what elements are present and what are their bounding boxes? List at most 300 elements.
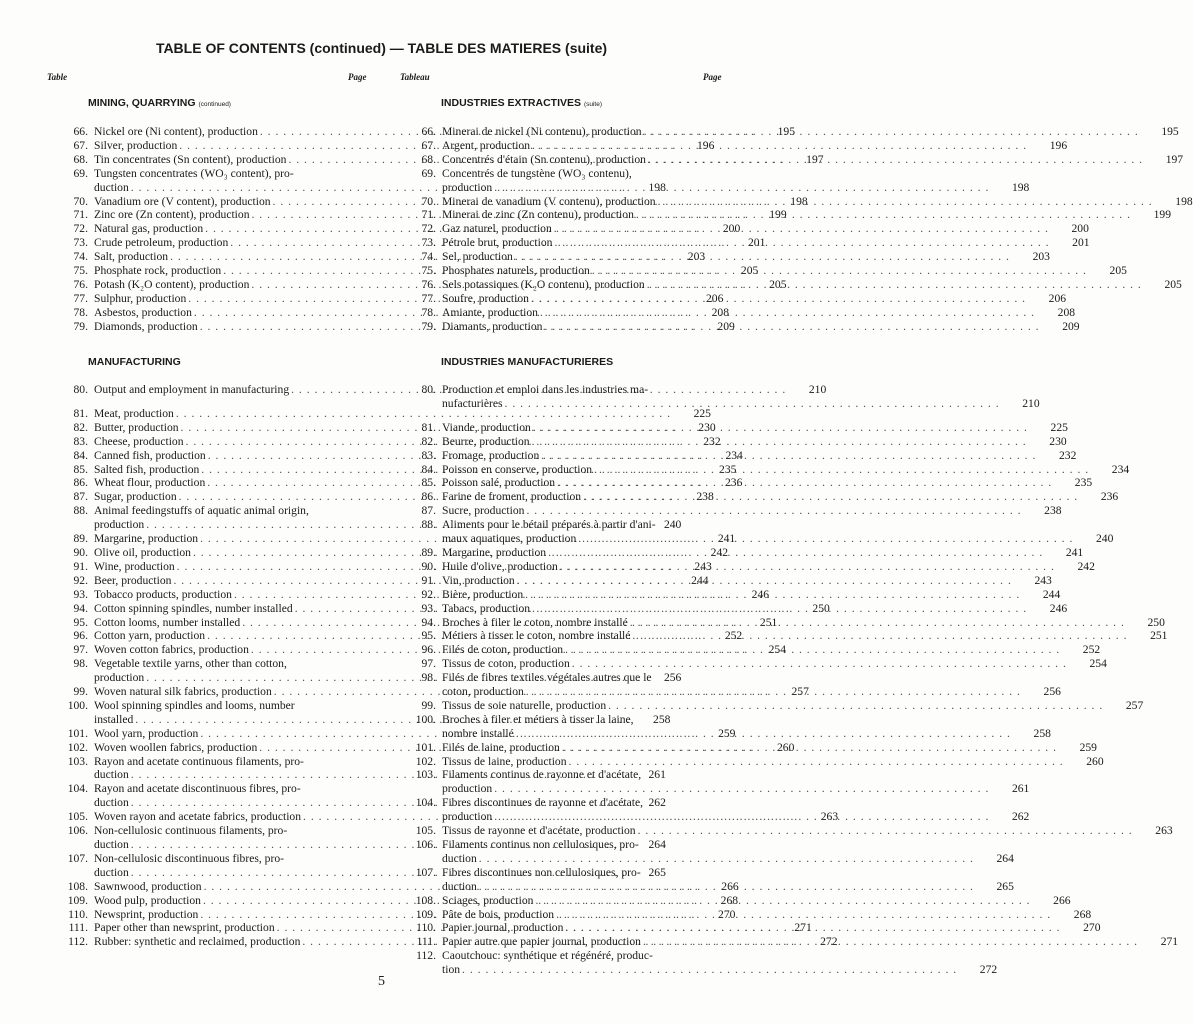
toc-entry bbox=[408, 264, 1127, 278]
toc-entry-title: Margarine, production bbox=[94, 532, 199, 546]
toc-entry-text bbox=[442, 657, 1107, 671]
toc-entry-number: 111. bbox=[68, 921, 88, 935]
dot-leader bbox=[583, 490, 1078, 504]
toc-entry-title: Pâte de bois, production bbox=[442, 907, 555, 921]
dot-leader bbox=[557, 476, 1052, 490]
toc-entry bbox=[408, 305, 1076, 320]
toc-entry-number: 109. bbox=[67, 893, 88, 907]
toc-entry-page: 242 bbox=[1077, 559, 1095, 573]
toc-entry-page: 198 bbox=[1011, 180, 1030, 194]
toc-entry-title: Argent, production bbox=[442, 138, 531, 152]
toc-entry bbox=[408, 208, 1171, 222]
toc-entry-title: Wool spinning spindles and looms, number bbox=[94, 698, 295, 712]
toc-entry-line bbox=[442, 657, 1107, 671]
toc-entry-page: 230 bbox=[698, 420, 716, 434]
toc-entry-number: 95. bbox=[73, 615, 88, 629]
toc-entry-title: Crude petroleum, production bbox=[94, 236, 229, 250]
toc-entry-page: 199 bbox=[769, 208, 787, 222]
toc-entry bbox=[408, 125, 1179, 139]
toc-entry-title: nufacturières bbox=[442, 396, 503, 410]
toc-entry-text bbox=[442, 421, 1068, 435]
mining-fr-list bbox=[408, 125, 1193, 334]
toc-entry-title: Vanadium ore (V content), production bbox=[94, 194, 271, 208]
toc-entry-title: Butter, production bbox=[94, 420, 179, 434]
toc-entry-number: 92. bbox=[73, 573, 88, 587]
toc-entry-number: 93. bbox=[73, 587, 88, 601]
toc-entry-text bbox=[442, 866, 1014, 894]
toc-entry-number: 105. bbox=[67, 810, 88, 824]
toc-entry-title: Filaments continus de rayonne et d'acétate, bbox=[442, 768, 642, 782]
toc-entry-line bbox=[442, 278, 1182, 292]
toc-entry-page: 257 bbox=[791, 685, 809, 699]
dot-leader bbox=[556, 908, 1051, 922]
toc-entry-number: 88. bbox=[73, 504, 88, 518]
toc-entry-title: duction bbox=[442, 851, 477, 865]
toc-entry-line bbox=[442, 222, 1089, 236]
toc-entry-line bbox=[442, 208, 1171, 222]
toc-entry-line bbox=[442, 921, 1101, 935]
toc-entry-number: 81. bbox=[73, 406, 88, 420]
toc-entry-text bbox=[442, 643, 1100, 657]
toc-entry-line bbox=[442, 755, 1104, 769]
toc-entry-page: 199 bbox=[1153, 208, 1171, 222]
dot-leader bbox=[526, 504, 1021, 518]
toc-entry-number: 84. bbox=[421, 462, 436, 476]
toc-entry-text bbox=[442, 741, 1097, 755]
toc-entry-number: 89. bbox=[421, 545, 436, 559]
toc-entry-number: 74. bbox=[421, 250, 436, 264]
toc-entry-number: 70. bbox=[73, 194, 88, 208]
toc-entry-number: 96. bbox=[421, 643, 436, 657]
toc-entry-title: Sciages, production bbox=[442, 893, 534, 907]
toc-entry-text bbox=[442, 629, 1167, 643]
dot-leader bbox=[494, 181, 989, 195]
toc-entry-page: 268 bbox=[1073, 907, 1092, 921]
toc-entry-text bbox=[442, 935, 1178, 949]
toc-entry-text bbox=[442, 463, 1129, 477]
toc-entry-page: 201 bbox=[747, 236, 766, 250]
toc-entry-page: 270 bbox=[1083, 921, 1101, 935]
toc-entry-title: Salt, production bbox=[94, 250, 169, 264]
toc-entry-text bbox=[442, 518, 1113, 546]
dot-leader bbox=[516, 727, 1011, 741]
toc-entry-page: 225 bbox=[1050, 420, 1068, 434]
toc-entry-number: 112. bbox=[416, 949, 436, 963]
toc-entry-text bbox=[442, 195, 1193, 209]
toc-entry-title: Non-cellulosic continuous filaments, pro- bbox=[94, 824, 288, 838]
toc-entry-number: 75. bbox=[73, 264, 88, 278]
toc-entry-page: 205 bbox=[1164, 277, 1182, 291]
toc-entry-text bbox=[442, 699, 1143, 713]
toc-entry-title: Sulphur, production bbox=[94, 291, 187, 305]
toc-entry-line bbox=[442, 643, 1100, 657]
toc-entry-number: 112. bbox=[68, 935, 88, 949]
toc-entry-line bbox=[442, 306, 1075, 320]
toc-entry-page: 259 bbox=[718, 726, 736, 740]
toc-entry-text bbox=[442, 921, 1101, 935]
toc-entry-line bbox=[442, 935, 1178, 949]
toc-entry-title: Zinc ore (Zn content), production bbox=[94, 208, 250, 222]
dot-leader bbox=[638, 824, 1133, 838]
toc-entry-number: 73. bbox=[73, 236, 88, 250]
toc-entry-title: Olive oil, production bbox=[94, 545, 191, 559]
manufacturing-fr-list bbox=[408, 383, 1179, 977]
toc-entry-page: 272 bbox=[820, 935, 838, 949]
toc-entry-number: 80. bbox=[421, 383, 436, 396]
toc-entry-title: Animal feedingstuffs of aquatic animal origin, bbox=[94, 504, 309, 518]
toc-entry-number: 92. bbox=[421, 587, 436, 601]
toc-entry-title: Tabacs, production bbox=[442, 601, 531, 615]
toc-entry-page: 205 bbox=[740, 264, 759, 278]
toc-entry-page: 235 bbox=[1074, 476, 1093, 490]
toc-entry-title: Meat, production bbox=[94, 406, 174, 420]
toc-entry-title: Gaz naturel, production bbox=[442, 222, 552, 236]
toc-entry-page: 254 bbox=[768, 643, 787, 657]
toc-entry-page: 260 bbox=[777, 740, 795, 754]
toc-entry-title: Fromage, production bbox=[442, 448, 540, 462]
toc-entry-number: 77. bbox=[73, 291, 88, 305]
toc-entry-number: 67. bbox=[73, 138, 88, 152]
toc-entry-line bbox=[442, 504, 1062, 518]
toc-entry-page: 265 bbox=[648, 865, 666, 879]
toc-entry-page: 208 bbox=[711, 305, 730, 319]
dot-leader bbox=[541, 449, 1036, 463]
toc-entry-number: 90. bbox=[73, 545, 88, 559]
toc-entry-number: 110. bbox=[416, 921, 436, 935]
toc-entry-title: Paper other than newsprint, production bbox=[94, 921, 275, 935]
toc-entry-title: Sucre, production bbox=[442, 504, 525, 518]
toc-entry-number: 91. bbox=[73, 559, 88, 573]
toc-entry-number: 104. bbox=[67, 782, 88, 796]
toc-entry-line bbox=[442, 490, 1118, 504]
toc-entry-title: Woven natural silk fabrics, production bbox=[94, 685, 272, 699]
toc-entry-title: Minerai de vanadium (V contenu), production bbox=[442, 194, 656, 208]
toc-entry-title: Tobacco products, production bbox=[94, 587, 232, 601]
toc-entry-page: 243 bbox=[1034, 573, 1052, 587]
toc-entry-number: 111. bbox=[416, 935, 436, 949]
toc-entry-title: Broches à filer le coton, nombre installé bbox=[442, 615, 628, 629]
toc-entry-number: 84. bbox=[73, 448, 88, 462]
toc-entry-title: duction bbox=[94, 768, 129, 782]
toc-entry-title: production bbox=[442, 810, 493, 824]
toc-entry-page: 263 bbox=[820, 810, 839, 824]
dot-leader bbox=[531, 292, 1026, 306]
toc-entry-number: 82. bbox=[421, 434, 436, 448]
toc-entry-text bbox=[442, 616, 1165, 630]
toc-entry-text bbox=[442, 250, 1050, 264]
toc-entry-line bbox=[442, 880, 1014, 894]
toc-entry-title: Concentrés de tungstène (WO₃ contenu), bbox=[442, 166, 632, 180]
toc-entry-title: Tissus de rayonne et d'acétate, production bbox=[442, 824, 636, 838]
toc-entry bbox=[408, 657, 1107, 671]
toc-entry-number: 66. bbox=[73, 125, 88, 138]
toc-entry-page: 232 bbox=[703, 434, 721, 448]
toc-entry-page: 250 bbox=[1147, 615, 1165, 629]
dot-leader bbox=[532, 602, 1027, 616]
toc-entry-page: 198 bbox=[1175, 194, 1193, 208]
toc-entry-number: 108. bbox=[67, 879, 88, 893]
toc-entry-title: Salted fish, production bbox=[94, 462, 200, 476]
toc-entry-page: 232 bbox=[1058, 448, 1077, 462]
toc-entry-title: Filaments continus non cellulosiques, pro- bbox=[442, 838, 639, 851]
section-manufacturing-en: MANUFACTURING bbox=[88, 356, 181, 368]
dot-leader bbox=[532, 139, 1027, 153]
toc-entry-number: 97. bbox=[421, 657, 436, 671]
toc-entry-title: duction bbox=[442, 879, 477, 893]
toc-entry-page: 234 bbox=[1111, 462, 1130, 476]
toc-entry-title: Cotton looms, number installed bbox=[94, 615, 241, 629]
toc-entry-text bbox=[442, 504, 1062, 518]
toc-entry-title: Soufre, production bbox=[442, 291, 529, 305]
toc-entry-title: Tissus de laine, production bbox=[442, 754, 567, 768]
toc-entry-title: production bbox=[442, 782, 493, 796]
toc-entry bbox=[408, 319, 1080, 334]
dot-leader bbox=[544, 320, 1039, 334]
toc-entry-page: 203 bbox=[687, 250, 706, 264]
dot-leader bbox=[494, 810, 989, 824]
toc-entry-text bbox=[442, 671, 1061, 699]
toc-entry-text bbox=[442, 560, 1095, 574]
page-number: 5 bbox=[378, 974, 385, 989]
toc-entry bbox=[408, 236, 1090, 250]
toc-entry-line bbox=[442, 824, 1173, 838]
toc-entry-title: Poisson en conserve, production bbox=[442, 462, 593, 476]
toc-entry-text bbox=[442, 949, 997, 977]
dot-leader bbox=[517, 574, 1012, 588]
toc-entry-title: Fibres discontinues non cellulosiques, pro- bbox=[442, 865, 641, 879]
toc-entry-number: 107. bbox=[67, 851, 88, 865]
toc-entry-page: 271 bbox=[1160, 935, 1179, 949]
toc-entry-line bbox=[442, 195, 1193, 209]
page-title: TABLE OF CONTENTS (continued) — TABLE DES MATIERES (suite) bbox=[155, 40, 608, 56]
toc-entry-title: Wool yarn, production bbox=[94, 726, 199, 740]
toc-entry-title: coton, production bbox=[442, 685, 524, 699]
toc-entry-title: Production et emploi dans les industries ma- bbox=[442, 383, 649, 396]
toc-entry-number: 87. bbox=[73, 490, 88, 504]
toc-entry-number: 104. bbox=[415, 796, 436, 810]
toc-entry-number: 78. bbox=[73, 305, 88, 319]
toc-entry bbox=[408, 698, 1144, 713]
toc-entry-text bbox=[442, 139, 1067, 153]
toc-entry-title: production bbox=[442, 180, 493, 194]
toc-entry bbox=[408, 504, 1062, 518]
toc-entry-line bbox=[442, 476, 1092, 490]
toc-entry-number: 99. bbox=[421, 698, 436, 712]
toc-entry-page: 271 bbox=[794, 921, 812, 935]
toc-entry-page: 197 bbox=[806, 152, 824, 166]
dot-leader bbox=[479, 852, 974, 866]
toc-entry-title: Output and employment in manufacturing bbox=[94, 383, 290, 396]
toc-entry-page: 261 bbox=[1011, 782, 1030, 796]
toc-entry bbox=[408, 383, 1040, 411]
toc-entry-title: Caoutchouc: synthétique et régénéré, produc- bbox=[442, 949, 653, 963]
toc-entry-line bbox=[442, 810, 1029, 824]
toc-entry-page: 258 bbox=[1033, 726, 1051, 740]
toc-entry-line bbox=[442, 250, 1050, 264]
toc-entry-title: Vegetable textile yarns, other than cotton, bbox=[94, 657, 287, 671]
toc-entry-page: 210 bbox=[808, 383, 827, 396]
toc-entry-number: 88. bbox=[421, 518, 436, 532]
dot-leader bbox=[479, 880, 974, 894]
toc-entry-number: 99. bbox=[73, 685, 88, 699]
toc-entry-page: 260 bbox=[1086, 754, 1104, 768]
toc-entry-page: 265 bbox=[996, 879, 1014, 893]
toc-entry-title: Silver, production bbox=[94, 138, 178, 152]
toc-entry-title: duction bbox=[94, 796, 129, 810]
toc-entry-number: 66. bbox=[421, 125, 436, 138]
toc-entry-page: 196 bbox=[696, 138, 715, 152]
toc-entry-title: Diamants, production bbox=[442, 319, 543, 333]
toc-entry-text bbox=[442, 796, 1029, 824]
toc-entry-title: Filés de coton, production bbox=[442, 643, 564, 657]
dot-leader bbox=[594, 463, 1089, 477]
toc-entry-page: 205 bbox=[769, 277, 787, 291]
toc-entry-page: 238 bbox=[696, 490, 714, 504]
toc-entry-title: Fibres discontinues de rayonne et d'acétate, bbox=[442, 796, 644, 810]
toc-entry-title: Tin concentrates (Sn content), production bbox=[94, 152, 287, 166]
dot-leader bbox=[648, 153, 1143, 167]
toc-entry-title: Amiante, production bbox=[442, 305, 538, 319]
toc-entry-title: Rubber: synthetic and reclaimed, production bbox=[94, 935, 301, 949]
toc-entry-line bbox=[442, 602, 1067, 616]
toc-entry-line bbox=[442, 574, 1052, 588]
toc-entry-page: 250 bbox=[812, 601, 830, 615]
toc-entry bbox=[408, 949, 998, 977]
toc-entry-number: 95. bbox=[421, 629, 436, 643]
toc-entry-text bbox=[442, 222, 1089, 236]
toc-entry-text bbox=[442, 320, 1080, 334]
toc-entry-number: 83. bbox=[421, 448, 436, 462]
toc-entry-line bbox=[442, 463, 1129, 477]
toc-entry-title: Huile d'olive, production bbox=[442, 559, 558, 573]
toc-entry-title: Natural gas, production bbox=[94, 222, 204, 236]
toc-entry-number: 102. bbox=[415, 754, 436, 768]
toc-entry-page: 195 bbox=[777, 125, 795, 138]
toc-entry-title: Cheese, production bbox=[94, 434, 184, 448]
toc-entry-number: 100. bbox=[415, 712, 436, 726]
dot-leader bbox=[532, 435, 1027, 449]
toc-entry-number: 73. bbox=[421, 236, 436, 250]
toc-entry-number: 85. bbox=[421, 476, 436, 490]
toc-entry-title: Asbestos, production bbox=[94, 305, 192, 319]
toc-entry-title: Tissus de coton, production bbox=[442, 657, 570, 671]
toc-entry-title: Filés de fibres textiles végétales autres que le bbox=[442, 671, 652, 685]
toc-entry-page: 234 bbox=[725, 448, 743, 462]
toc-entry-title: Aliments pour le bétail préparés à partir d'ani- bbox=[442, 518, 656, 532]
toc-entry-number: 68. bbox=[73, 152, 88, 166]
toc-entry bbox=[60, 879, 739, 894]
toc-entry-title: Wheat flour, production bbox=[94, 476, 206, 490]
toc-entry-page: 254 bbox=[1089, 657, 1107, 671]
toc-entry-title: Wine, production bbox=[94, 559, 175, 573]
toc-entry-title: Broches à filer et métiers à tisser la laine, bbox=[442, 712, 634, 726]
toc-entry-title: Cotton yarn, production bbox=[94, 629, 206, 643]
dot-leader bbox=[565, 921, 1060, 935]
table-column-label: Table bbox=[47, 72, 68, 82]
toc-entry-number: 70. bbox=[421, 194, 436, 208]
toc-entry-line bbox=[442, 588, 1060, 602]
toc-entry bbox=[408, 838, 1014, 866]
toc-entry-page: 201 bbox=[1072, 236, 1090, 250]
dot-leader bbox=[548, 546, 1043, 560]
toc-entry-number: 72. bbox=[73, 222, 88, 236]
dot-leader bbox=[647, 278, 1142, 292]
dot-leader bbox=[562, 741, 1057, 755]
toc-entry-line bbox=[442, 908, 1091, 922]
toc-entry-text bbox=[442, 546, 1083, 560]
dot-leader bbox=[632, 629, 1127, 643]
toc-entry-number: 71. bbox=[73, 208, 88, 222]
dot-leader bbox=[526, 685, 1021, 699]
toc-entry-page: 208 bbox=[1057, 305, 1076, 319]
toc-entry-title: Poisson salé, production bbox=[442, 476, 556, 490]
toc-entry-title: nombre installé bbox=[442, 726, 514, 740]
toc-entry-number: 106. bbox=[415, 838, 436, 851]
toc-entry-page: 196 bbox=[1049, 138, 1068, 152]
toc-entry-title: Sugar, production bbox=[94, 490, 177, 504]
toc-entry-page: 268 bbox=[720, 893, 739, 907]
toc-entry-title: Viande, production bbox=[442, 420, 531, 434]
toc-entry-page: 244 bbox=[691, 573, 709, 587]
toc-entry-title: duction bbox=[94, 838, 129, 851]
toc-entry-number: 77. bbox=[421, 291, 436, 305]
toc-entry-page: 205 bbox=[1109, 264, 1127, 278]
toc-entry-number: 94. bbox=[421, 615, 436, 629]
toc-entry-title: Potash (K₂O content), production bbox=[94, 277, 250, 291]
toc-entry-page: 206 bbox=[706, 291, 724, 305]
tableau-column-label: Tableau bbox=[400, 72, 430, 82]
toc-entry-line bbox=[442, 397, 1040, 411]
toc-entry-page: 203 bbox=[1032, 250, 1050, 264]
toc-entry-number: 96. bbox=[73, 629, 88, 643]
toc-entry-line bbox=[442, 320, 1080, 334]
dot-leader bbox=[572, 657, 1067, 671]
toc-entry-title: Filés de laine, production bbox=[442, 740, 560, 754]
dot-leader bbox=[592, 264, 1087, 278]
toc-entry-title: duction bbox=[94, 865, 129, 879]
toc-entry-number: 68. bbox=[421, 152, 436, 166]
toc-entry-title: Bière, production bbox=[442, 587, 524, 601]
toc-entry-line bbox=[442, 236, 1090, 250]
toc-entry-number: 87. bbox=[421, 504, 436, 518]
toc-entry bbox=[408, 291, 1067, 306]
toc-entry-page: 270 bbox=[718, 907, 736, 921]
toc-entry-page: 241 bbox=[1065, 545, 1084, 559]
toc-entry-title: Papier autre que papier journal, production bbox=[442, 935, 641, 949]
toc-entry-number: 91. bbox=[421, 573, 436, 587]
toc-entry-page: 264 bbox=[996, 851, 1014, 865]
toc-entry-number: 86. bbox=[421, 490, 436, 504]
toc-entry-title: Rayon and acetate continuous filaments, pro- bbox=[94, 754, 304, 768]
toc-entry-number: 76. bbox=[421, 277, 436, 291]
toc-entry-number: 107. bbox=[415, 865, 436, 879]
toc-entry-title: Woven cotton fabrics, production bbox=[94, 643, 249, 657]
toc-entry-number: 67. bbox=[421, 138, 436, 152]
toc-entry-text bbox=[442, 602, 1067, 616]
toc-entry-title: Woven woollen fabrics, production bbox=[94, 740, 258, 754]
dot-leader bbox=[630, 616, 1125, 630]
toc-entry-page: 244 bbox=[1042, 587, 1061, 601]
toc-entry-title: Woven rayon and acetate fabrics, production bbox=[94, 810, 302, 824]
toc-entry-title: Papier journal, production bbox=[442, 921, 564, 935]
toc-entry-page: 238 bbox=[1044, 504, 1062, 518]
dot-leader bbox=[608, 699, 1103, 713]
toc-entry-page: 259 bbox=[1079, 740, 1097, 754]
toc-entry-title: Canned fish, production bbox=[94, 448, 206, 462]
toc-entry-text bbox=[442, 125, 1179, 139]
toc-entry-text bbox=[442, 908, 1091, 922]
toc-entry-title: Diamonds, production bbox=[94, 319, 198, 333]
